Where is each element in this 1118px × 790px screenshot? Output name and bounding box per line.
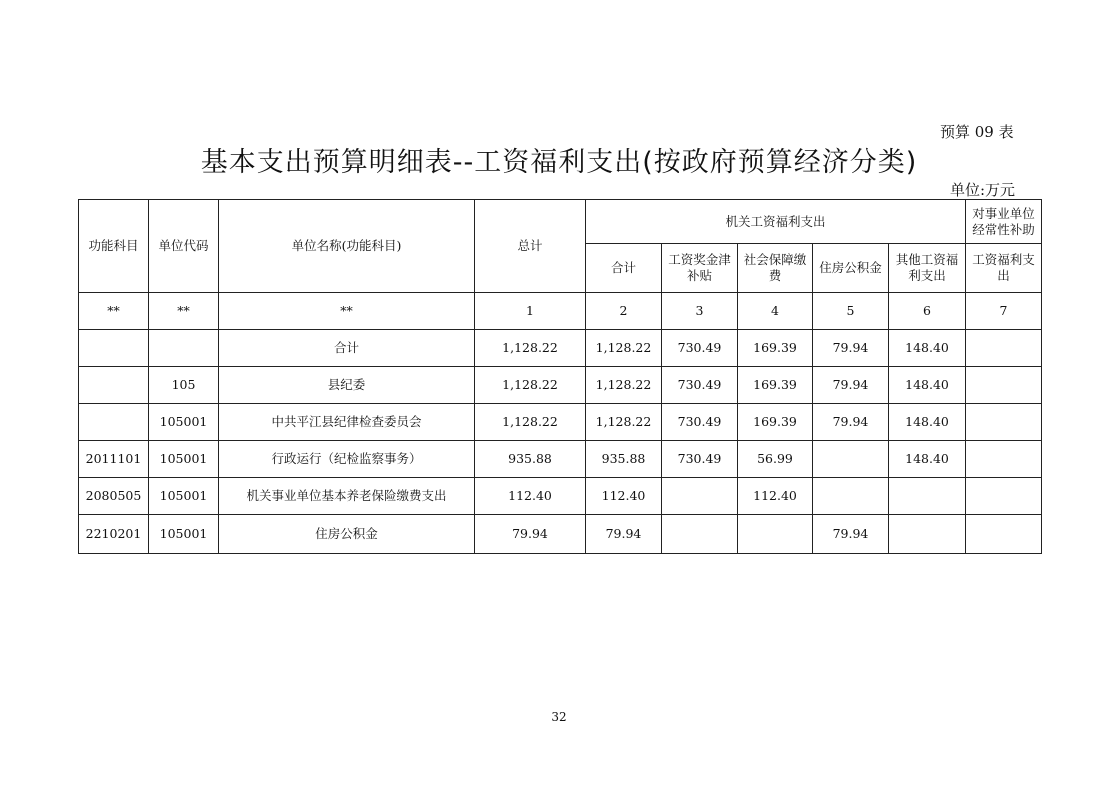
table-cell	[149, 330, 219, 367]
table-cell	[79, 367, 149, 404]
table-cell	[662, 515, 738, 554]
table-cell: 112.40	[586, 478, 662, 515]
table-cell: 105001	[149, 441, 219, 478]
header-subtotal: 合计	[586, 244, 662, 293]
table-cell: 1,128.22	[586, 330, 662, 367]
table-cell	[813, 478, 889, 515]
header-subsidy-wages: 工资福利支出	[966, 244, 1042, 293]
table-cell	[738, 515, 813, 554]
table-cell: 2011101	[79, 441, 149, 478]
table-cell: 730.49	[662, 404, 738, 441]
table-cell: 县纪委	[219, 367, 475, 404]
index-cell: 1	[475, 293, 586, 330]
table-row	[79, 367, 1042, 404]
table-cell: 1,128.22	[475, 330, 586, 367]
table-cell: 935.88	[586, 441, 662, 478]
table-cell: 169.39	[738, 330, 813, 367]
header-org-group: 机关工资福利支出	[586, 200, 966, 244]
table-cell	[662, 478, 738, 515]
table-header	[79, 200, 1042, 330]
table-row	[79, 441, 1042, 478]
table-cell: 169.39	[738, 404, 813, 441]
index-cell: 4	[738, 293, 813, 330]
form-number: 预算 09 表	[940, 123, 1014, 141]
table-cell	[813, 441, 889, 478]
table-cell: 1,128.22	[475, 404, 586, 441]
table-cell: 1,128.22	[586, 367, 662, 404]
table-cell	[966, 515, 1042, 554]
table-cell: 79.94	[475, 515, 586, 554]
table-cell	[966, 367, 1042, 404]
table-cell: 56.99	[738, 441, 813, 478]
table-cell: 730.49	[662, 441, 738, 478]
index-cell: 2	[586, 293, 662, 330]
table-cell: 169.39	[738, 367, 813, 404]
table-cell: 中共平江县纪律检查委员会	[219, 404, 475, 441]
header-func-subject: 功能科目	[79, 200, 149, 293]
table-cell	[79, 330, 149, 367]
table-cell: 105001	[149, 404, 219, 441]
table-cell	[966, 478, 1042, 515]
index-cell: 6	[889, 293, 966, 330]
table-cell	[889, 515, 966, 554]
table-cell: 79.94	[813, 515, 889, 554]
header-subsidy-group: 对事业单位经常性补助	[966, 200, 1042, 244]
table-cell: 935.88	[475, 441, 586, 478]
index-row	[79, 293, 1042, 330]
table-cell: 住房公积金	[219, 515, 475, 554]
header-unit-code: 单位代码	[149, 200, 219, 293]
header-other: 其他工资福利支出	[889, 244, 966, 293]
table-cell: 105	[149, 367, 219, 404]
table-cell	[889, 478, 966, 515]
index-cell: **	[149, 293, 219, 330]
table-cell: 730.49	[662, 367, 738, 404]
header-wages: 工资奖金津补贴	[662, 244, 738, 293]
table-cell: 机关事业单位基本养老保险缴费支出	[219, 478, 475, 515]
header-total: 总计	[475, 200, 586, 293]
table-cell	[79, 404, 149, 441]
header-social: 社会保障缴费	[738, 244, 813, 293]
table-cell	[966, 330, 1042, 367]
table-cell: 79.94	[586, 515, 662, 554]
header-unit-name: 单位名称(功能科目)	[219, 200, 475, 293]
table-cell: 79.94	[813, 404, 889, 441]
unit-label: 单位:万元	[950, 181, 1016, 199]
table-cell: 1,128.22	[586, 404, 662, 441]
table-cell	[966, 404, 1042, 441]
table-row	[79, 404, 1042, 441]
index-cell: **	[79, 293, 149, 330]
table-row	[79, 515, 1042, 554]
table-cell: 105001	[149, 515, 219, 554]
table-cell: 112.40	[738, 478, 813, 515]
table-cell: 79.94	[813, 330, 889, 367]
table-cell: 2210201	[79, 515, 149, 554]
index-cell: **	[219, 293, 475, 330]
table-row	[79, 478, 1042, 515]
table-cell: 730.49	[662, 330, 738, 367]
table-cell: 79.94	[813, 367, 889, 404]
table-row	[79, 330, 1042, 367]
table-cell	[966, 441, 1042, 478]
budget-table	[78, 199, 1042, 554]
table-cell: 112.40	[475, 478, 586, 515]
table-cell: 148.40	[889, 330, 966, 367]
page-title: 基本支出预算明细表--工资福利支出(按政府预算经济分类)	[200, 147, 918, 178]
table-cell: 行政运行（纪检监察事务）	[219, 441, 475, 478]
header-housing: 住房公积金	[813, 244, 889, 293]
page-number: 32	[551, 710, 567, 724]
table-cell: 148.40	[889, 367, 966, 404]
index-cell: 7	[966, 293, 1042, 330]
table-cell: 合计	[219, 330, 475, 367]
table-body	[79, 330, 1042, 554]
table-cell: 1,128.22	[475, 367, 586, 404]
table-cell: 148.40	[889, 441, 966, 478]
table-cell: 148.40	[889, 404, 966, 441]
index-cell: 3	[662, 293, 738, 330]
table-cell: 105001	[149, 478, 219, 515]
table-cell: 2080505	[79, 478, 149, 515]
index-cell: 5	[813, 293, 889, 330]
